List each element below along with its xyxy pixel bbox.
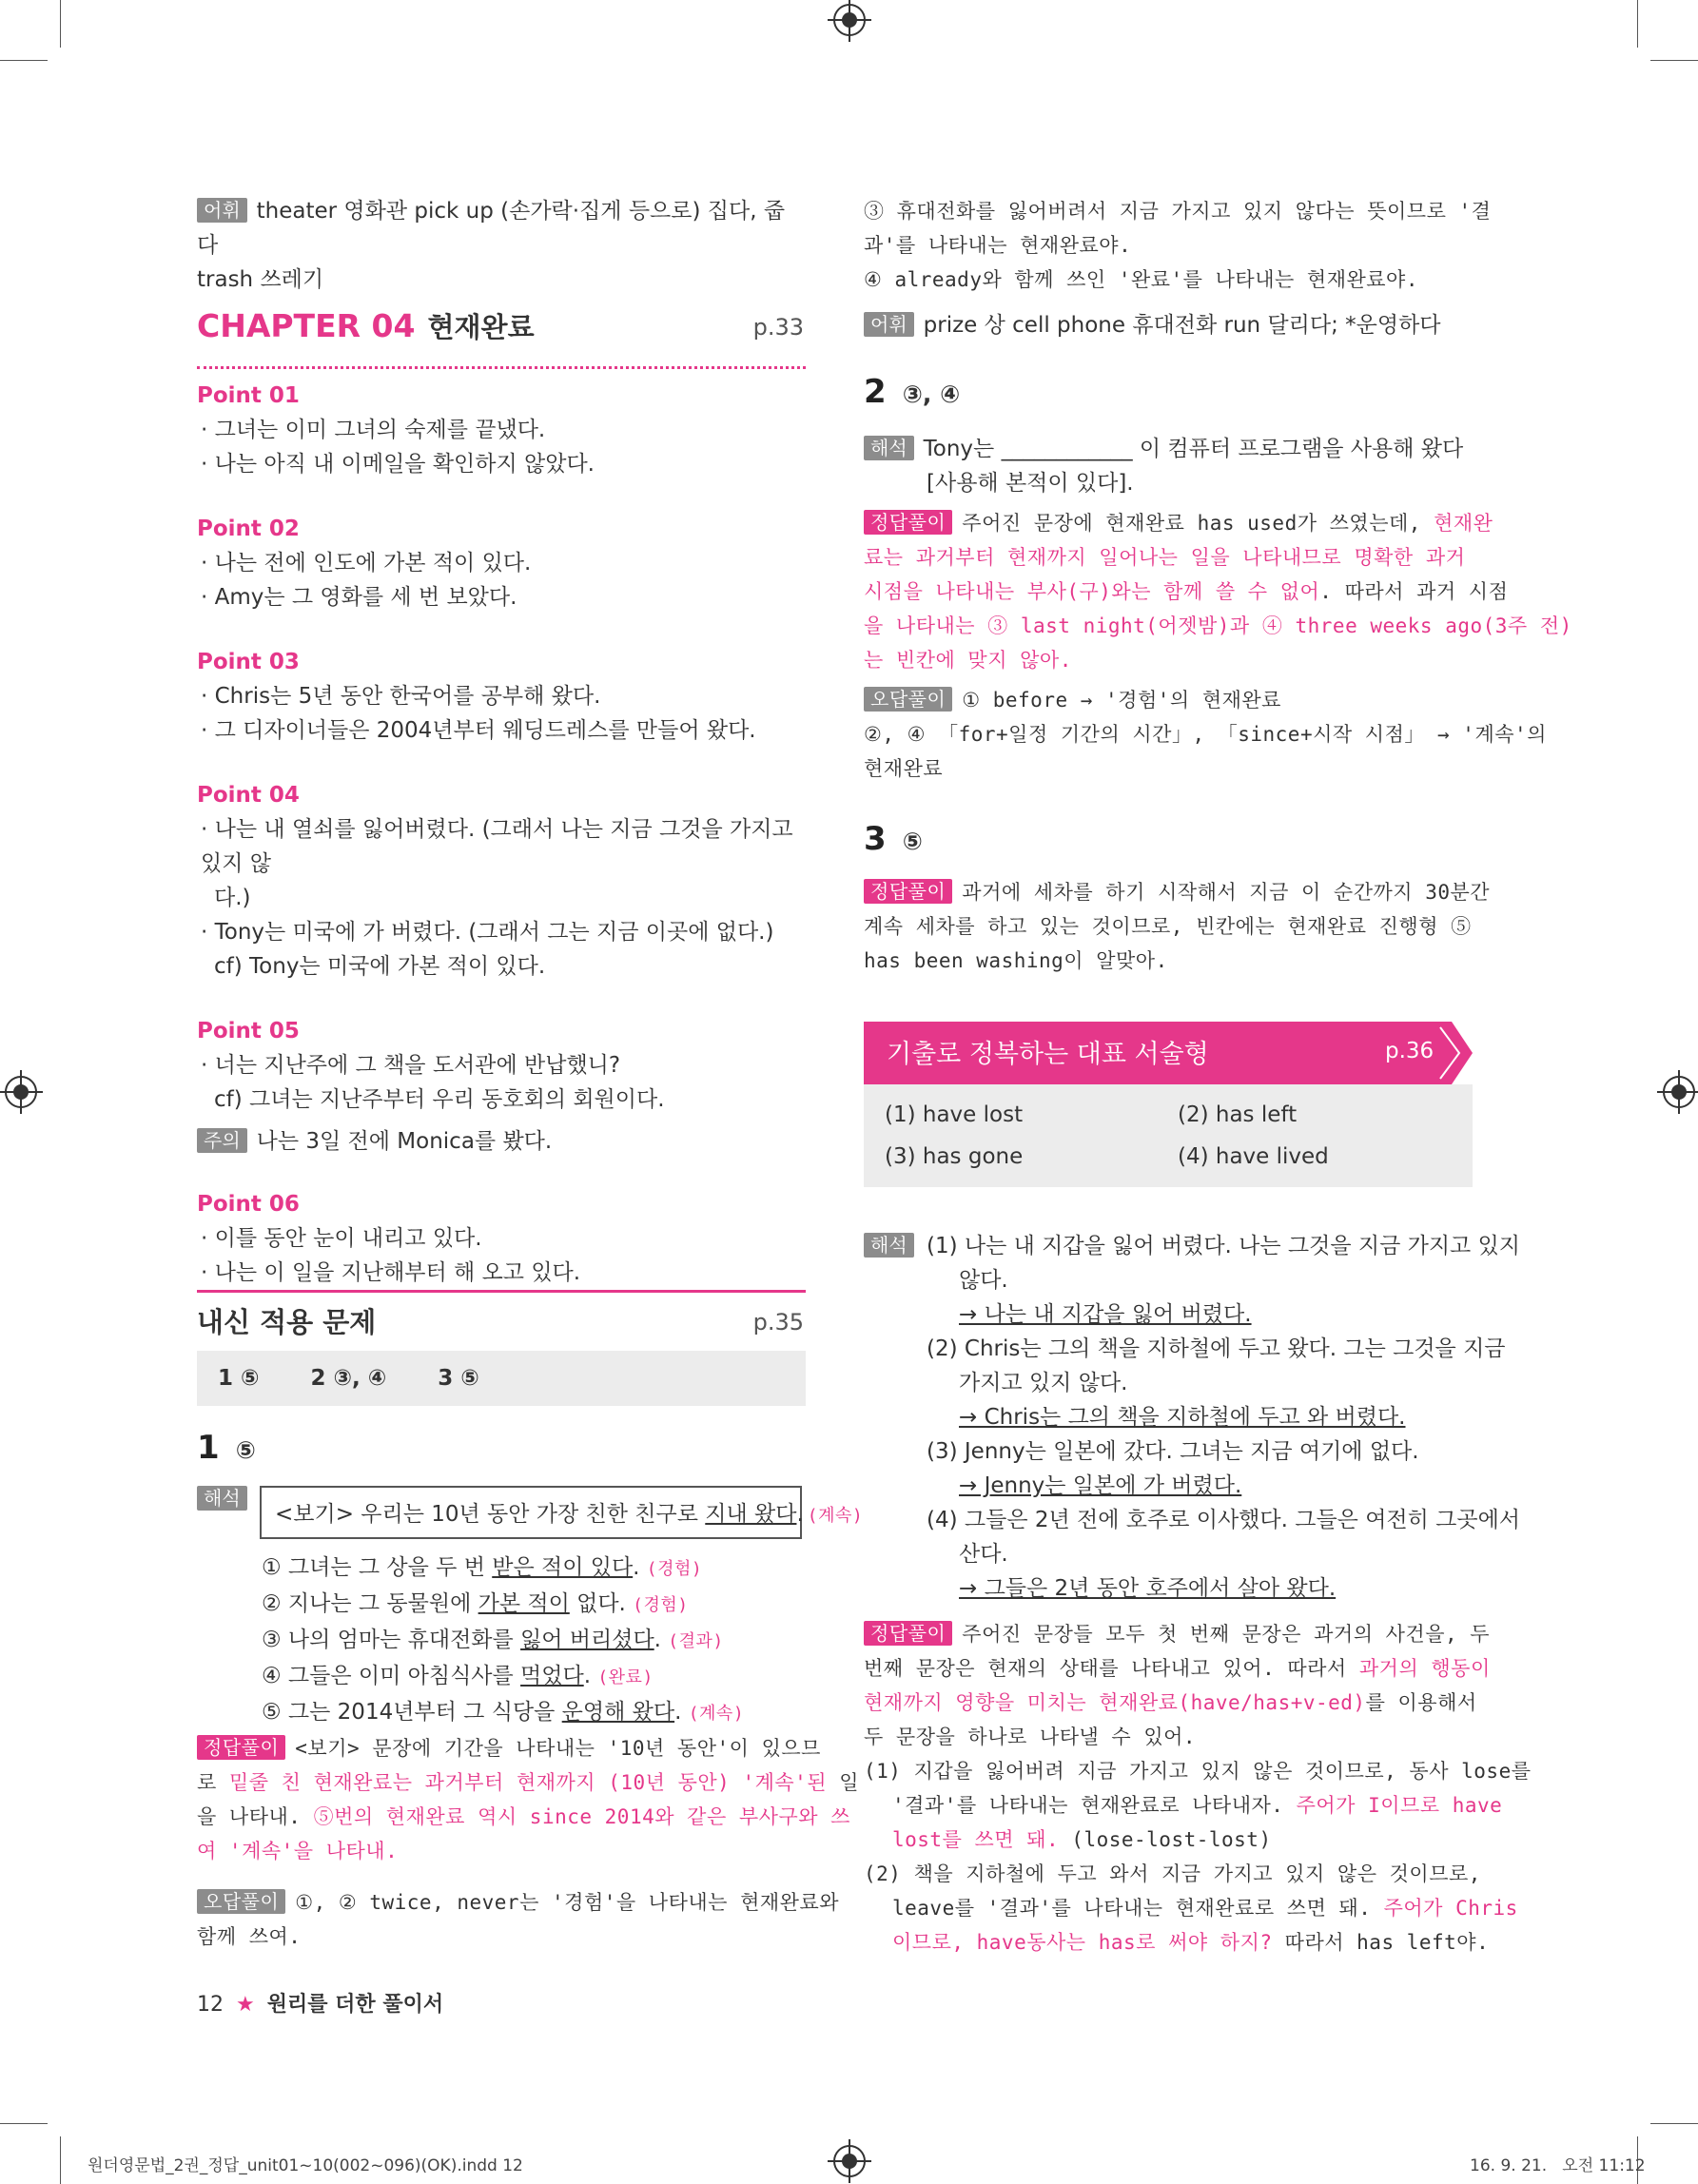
naesin-header: [197, 1301, 806, 1343]
q1-options: [262, 1550, 804, 1731]
writing-answer: (4) have lived: [1178, 1144, 1329, 1169]
q2-translation: [864, 432, 1473, 500]
example-box: [260, 1486, 864, 1539]
option-text: ③ 나의 엄마는 휴대전화를: [262, 1628, 521, 1652]
haeseok-tag-label: 해석: [864, 1233, 914, 1258]
book-title: 원리를 더한 풀이서: [266, 1993, 444, 2017]
slug-timestamp: 16. 9. 21. 오전 11:12: [1470, 2156, 1646, 2175]
option-underlined: 잃어 버리셨다: [520, 1628, 654, 1652]
explanation-highlight: 을 나타내는 ③ last night(어젯밤)과 ④ three weeks ago(3주 전): [864, 614, 1572, 637]
explanation-text: (2) 책을 지하철에 두고 와서 지금 가지고 있지 않은 것이므로,: [864, 1862, 1481, 1885]
odap-tag: 오답풀이: [864, 687, 952, 712]
chapter-label: CHAPTER 04: [197, 307, 416, 344]
explanation-text: 를 이용해서: [1365, 1691, 1477, 1714]
jeongdap-tag: 정답풀이: [864, 879, 952, 904]
option-underlined: 먹었다: [520, 1664, 584, 1688]
chapter-page: p.33: [752, 314, 804, 341]
translation-underlined: → 나는 내 지갑을 잃어 버렸다.: [959, 1302, 1252, 1327]
registration-mark-icon: [5, 1076, 37, 1108]
option-line: [262, 1623, 804, 1659]
registration-mark-icon: [1663, 1076, 1695, 1108]
question-3-header: [864, 820, 923, 864]
option-underlined: 운영해 왔다: [561, 1700, 675, 1725]
point-line: · 그녀는 이미 그녀의 숙제를 끝냈다.: [201, 418, 546, 442]
point-block: [197, 1187, 806, 1290]
answer-summary-item: 2 ③, ④: [310, 1366, 387, 1391]
crop-mark: [0, 2123, 48, 2124]
explanation-text: <보기> 문장에 기간을 나타내는 '10년 동안'이 있으므: [295, 1737, 821, 1760]
option-text: ⑤ 그는 2014년부터 그 식당을: [262, 1700, 562, 1725]
vocab-block-1: [197, 194, 806, 297]
option-text: .: [633, 1555, 640, 1580]
slug-filename: 원더영문법_2권_정답_unit01~10(002~096)(OK).indd 12: [88, 2156, 523, 2175]
point-line: · 나는 전에 인도에 가본 적이 있다.: [201, 551, 532, 575]
explanation-text: (lose-lost-lost): [1059, 1828, 1272, 1851]
explanation-highlight: 이므로, have동사는 has로 써야 하지?: [892, 1931, 1273, 1954]
question-number: 2: [864, 373, 887, 411]
writing-answer: (3) has gone: [885, 1144, 1024, 1169]
explanation-highlight: 과거의 행동이: [1358, 1657, 1491, 1680]
note-line: ③ 휴대전화를 잃어버려서 지금 가지고 있지 않다는 뜻이므로 '결: [864, 200, 1492, 223]
explanation-text: 따라서 has left야.: [1272, 1931, 1490, 1954]
writing-explanation: [864, 1617, 1532, 1960]
page-footer: [197, 1988, 443, 2018]
crop-mark: [1637, 0, 1638, 48]
translation-underlined: → 그들은 2년 동안 호주에서 살아 왔다.: [959, 1576, 1337, 1601]
note-line: [197, 1124, 806, 1159]
option-line: [262, 1587, 804, 1623]
note-text: 나는 3일 전에 Monica를 봤다.: [256, 1129, 553, 1154]
naesin-title: 내신 적용 문제: [197, 1306, 377, 1338]
point-line: · Chris는 5년 동안 한국어를 공부해 왔다.: [201, 684, 601, 709]
dotted-divider: [197, 366, 806, 369]
question-2-header: [864, 373, 960, 417]
point-block: [197, 1014, 806, 1117]
translation-line: [927, 1571, 1474, 1606]
naesin-page: p.35: [752, 1309, 804, 1336]
point-line: · 너는 지난주에 그 책을 도서관에 반납했니?: [201, 1053, 621, 1078]
odap-tag: 오답풀이: [197, 1889, 285, 1914]
translation-line: 산다.: [959, 1542, 1008, 1567]
point-line: · 나는 아직 내 이메일을 확인하지 않았다.: [201, 452, 595, 477]
translation-line: [927, 1297, 1474, 1332]
star-icon: ★: [236, 1993, 255, 2017]
haeseok-tag: 해석: [864, 436, 914, 460]
option-text: ① 그녀는 그 상을 두 번: [262, 1555, 493, 1580]
page-number: 12: [197, 1993, 224, 2017]
vocab-tag: 어휘: [197, 198, 247, 223]
explanation-text: 주어진 문장에 현재완료 has used가 쓰였는데,: [962, 512, 1435, 535]
example-text: .: [796, 1502, 804, 1527]
banner-title: 기출로 정복하는 대표 서술형: [887, 1040, 1209, 1069]
explanation-highlight: 주어가 Chris: [1383, 1897, 1518, 1920]
question-number: 3: [864, 820, 887, 858]
example-underlined: 지내 왔다: [705, 1502, 797, 1527]
question-answer: ③, ④: [902, 380, 961, 408]
point-line: · Amy는 그 영화를 세 번 보았다.: [201, 585, 517, 610]
crop-mark: [1650, 2123, 1698, 2124]
point-line: · Tony는 미국에 가 버렸다. (그래서 그는 지금 이곳에 없다.): [201, 920, 774, 945]
point-line: · 그 디자이너들은 2004년부터 웨딩드레스를 만들어 왔다.: [201, 718, 756, 743]
translation-underlined: → Chris는 그의 책을 지하철에 두고 와 버렸다.: [959, 1405, 1406, 1430]
vocab-tag: 어휘: [864, 312, 914, 337]
vocab-text: theater 영화관 pick up (손가락·집게 등으로) 집다, 줍다: [197, 199, 786, 258]
writing-answer: (1) have lost: [885, 1102, 1024, 1127]
haeseok-tag: [197, 1486, 257, 1511]
writing-answer-box: [864, 1084, 1473, 1187]
jeongdap-tag: 정답풀이: [197, 1735, 285, 1760]
registration-mark-icon: [833, 4, 866, 36]
example-note: (계속): [807, 1506, 864, 1526]
point-line: · 이틀 동안 눈이 내리고 있다.: [201, 1226, 482, 1251]
option-text: .: [654, 1628, 661, 1652]
section-divider: [197, 1290, 806, 1293]
explanation-text: 과거에 세차를 하기 시작해서 지금 이 순간까지 30분간: [962, 881, 1491, 904]
translation-line: (1) 나는 내 지갑을 잃어 버렸다. 나는 그것을 지금 가지고 있지: [927, 1234, 1521, 1258]
q2-explanation: [864, 506, 1572, 786]
explanation-highlight: ⑤번의 현재완료 역시 since 2014와 같은 부사구와 쓰: [313, 1805, 850, 1828]
translation-line: [927, 1469, 1474, 1503]
translation-line: (3) Jenny는 일본에 갔다. 그녀는 지금 여기에 없다.: [927, 1439, 1419, 1464]
explanation-highlight: 현재까지 영향을 미치는 현재완료(have/has+v-ed): [864, 1691, 1366, 1714]
point-block: [197, 778, 806, 984]
explanation-text: ① before → '경험'의 현재완료: [962, 689, 1281, 712]
point-line: cf) 그녀는 지난주부터 우리 동호회의 회원이다.: [214, 1087, 665, 1112]
point-title: Point 03: [197, 650, 300, 674]
point-title: Point 02: [197, 517, 300, 541]
right-top-notes: [864, 194, 1492, 297]
translation-text: Tony는 ____________ 이 컴퓨터 프로그램을 사용해 왔다: [923, 437, 1464, 461]
crop-mark: [1650, 60, 1698, 61]
option-note: (계속): [688, 1704, 745, 1724]
point-block: [197, 379, 806, 481]
explanation-text: . 따라서 과거 시점: [1319, 580, 1509, 603]
option-text: 없다.: [569, 1591, 626, 1616]
crop-mark: [60, 0, 61, 48]
explanation-text: 두 문장을 하나로 나타낼 수 있어.: [864, 1726, 1197, 1748]
explanation-highlight: 현재완: [1434, 512, 1493, 535]
point-title: Point 04: [197, 783, 300, 808]
option-note: (경험): [633, 1595, 689, 1615]
haeseok-tag-label: 해석: [197, 1486, 247, 1511]
explanation-text: 함께 쓰여.: [197, 1925, 302, 1948]
option-line: [262, 1659, 804, 1695]
explanation-text: (1) 지갑을 잃어버려 지금 가지고 있지 않은 것이므로, 동사 lose를: [864, 1760, 1532, 1783]
question-number: 1: [197, 1429, 220, 1467]
translation-line: 않다.: [959, 1268, 1008, 1293]
writing-answer: (2) has left: [1178, 1102, 1298, 1127]
point-line: · 나는 이 일을 지난해부터 해 오고 있다.: [201, 1260, 581, 1285]
chapter-header: [197, 306, 806, 354]
option-text: ④ 그들은 이미 아침식사를: [262, 1664, 521, 1688]
point-line: · 나는 내 열쇠를 잃어버렸다. (그래서 나는 지금 그것을 가지고 있지 않: [201, 817, 793, 876]
explanation-highlight: 는 빈칸에 맞지 않아.: [864, 649, 1072, 672]
point-line: 다.): [214, 886, 251, 910]
jeongdap-tag: 정답풀이: [864, 1621, 952, 1646]
explanation-text: ①, ② twice, never는 '경험'을 나타내는 현재완료와: [295, 1891, 840, 1914]
banner-page: p.36: [1385, 1039, 1435, 1063]
option-line: [262, 1695, 804, 1731]
explanation-text: '결과'를 나타내는 현재완료로 나타내자.: [892, 1794, 1297, 1817]
option-note: (결과): [668, 1631, 724, 1651]
option-line: [262, 1550, 804, 1587]
option-text: .: [674, 1700, 682, 1725]
answer-summary-item: 3 ⑤: [438, 1366, 479, 1391]
writing-translation: [927, 1229, 1521, 1606]
point-title: Point 06: [197, 1192, 300, 1217]
explanation-highlight: 시점을 나타내는 부사(구)와는 함께 쓸 수 없어: [864, 580, 1320, 603]
explanation-text: 계속 세차를 하고 있는 것이므로, 빈칸에는 현재완료 진행형 ⑤: [864, 915, 1472, 938]
q1-explanation: [197, 1731, 860, 1954]
vocab-text: prize 상 cell phone 휴대전화 run 달리다; *운영하다: [923, 313, 1441, 338]
explanation-highlight: 여 '계속'을 나타내.: [197, 1840, 399, 1862]
option-underlined: 받은 적이 있다: [492, 1555, 634, 1580]
point-block: [197, 645, 806, 748]
translation-underlined: → Jenny는 일본에 가 버렸다.: [959, 1473, 1242, 1498]
option-note: (경험): [646, 1559, 703, 1579]
option-text: .: [583, 1664, 592, 1688]
explanation-text: 로: [197, 1771, 229, 1794]
explanation-highlight: lost를 쓰면 돼.: [892, 1828, 1060, 1851]
vocab-block-2: [864, 308, 1473, 342]
translation-line: 가지고 있지 않다.: [959, 1371, 1128, 1395]
jeongdap-tag: 정답풀이: [864, 510, 952, 535]
point-title: Point 05: [197, 1019, 300, 1043]
explanation-highlight: 밑줄 친 현재완료는 과거부터 현재까지 (10년 동안) '계속'된: [228, 1771, 828, 1794]
point-line: cf) Tony는 미국에 가본 적이 있다.: [214, 954, 546, 979]
explanation-text: 을 나타내.: [197, 1805, 314, 1828]
option-underlined: 가본 적이: [478, 1591, 570, 1616]
example-text: <보기> 우리는 10년 동안 가장 친한 친구로: [275, 1502, 706, 1527]
question-1-header: [197, 1429, 806, 1474]
note-tag: 주의: [197, 1128, 247, 1153]
point-title: Point 01: [197, 383, 300, 408]
translation-line: (4) 그들은 2년 전에 호주로 이사했다. 그들은 여전히 그곳에서: [927, 1508, 1521, 1532]
question-answer: ⑤: [902, 828, 923, 855]
explanation-text: 현재완료: [864, 757, 944, 780]
translation-text: [사용해 본적이 있다].: [927, 471, 1134, 496]
points-list: [197, 379, 806, 1290]
crop-mark: [0, 60, 48, 61]
explanation-text: ②, ④ 「for+일정 기간의 시간」, 「since+시작 시점」 → '계속'의: [864, 723, 1547, 746]
chapter-title: 현재완료: [427, 311, 535, 343]
translation-line: (2) Chris는 그의 책을 지하철에 두고 왔다. 그는 그것을 지금: [927, 1336, 1506, 1361]
question-answer: ⑤: [235, 1436, 256, 1464]
translation-line: [927, 1400, 1474, 1434]
explanation-highlight: 주어가 I이므로 have: [1296, 1794, 1503, 1817]
explanation-text: 번째 문장은 현재의 상태를 나타내고 있어. 따라서: [864, 1657, 1359, 1680]
option-note: (완료): [597, 1667, 654, 1687]
explanation-text: 일: [827, 1771, 860, 1794]
q3-explanation: [864, 875, 1491, 978]
answer-summary-item: 1 ⑤: [218, 1366, 260, 1391]
crop-mark: [60, 2136, 61, 2184]
answer-summary-box: [197, 1351, 806, 1406]
haeseok-tag: [864, 1233, 924, 1258]
note-line: 과'를 나타내는 현재완료야.: [864, 234, 1132, 257]
registration-mark-icon: [833, 2145, 866, 2177]
option-text: ② 지나는 그 동물원에: [262, 1591, 478, 1616]
vocab-text: trash 쓰레기: [197, 267, 324, 292]
explanation-text: leave를 '결과'를 나타내는 현재완료로 쓰면 돼.: [892, 1897, 1384, 1920]
note-line: ④ already와 함께 쓰인 '완료'를 나타내는 현재완료야.: [864, 268, 1418, 291]
explanation-text: has been washing이 알맞아.: [864, 949, 1168, 972]
point-block: [197, 512, 806, 614]
explanation-highlight: 료는 과거부터 현재까지 일어나는 일을 나타내므로 명확한 과거: [864, 546, 1466, 569]
explanation-text: 주어진 문장들 모두 첫 번째 문장은 과거의 사건을, 두: [962, 1623, 1491, 1646]
